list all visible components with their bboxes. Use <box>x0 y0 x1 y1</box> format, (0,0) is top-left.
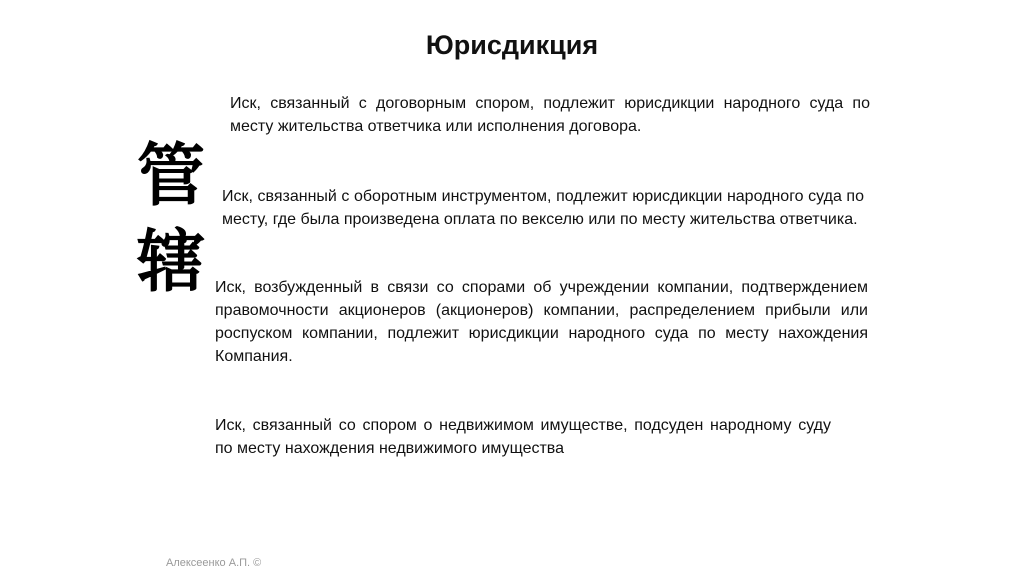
paragraph-company-disputes: Иск, возбужденный в связи со спорами об учреждении компании, подтверждением правомочности акционеров (акционеров) компании, распределением прибыли или роспуском компании, подлежит юрисдикции народного суда по месту нахождения Компания. <box>215 279 868 365</box>
hanzi-character-xia: 辖 <box>136 222 205 302</box>
hanzi-character-guan: 管 <box>136 136 205 216</box>
paragraph-negotiable-instrument: Иск, связанный с оборотным инструментом, подлежит юрисдикции народного суда по месту, где была произведена оплата по векселю или по месту жительства ответчика. <box>222 188 864 228</box>
slide-title: Юрисдикция <box>425 30 599 60</box>
paragraph-real-estate: Иск, связанный со спором о недвижимом имуществе, подсуден народному суду по месту нахождения недвижимого имущества <box>215 417 831 457</box>
paragraph-contract-dispute: Иск, связанный с договорным спором, подлежит юрисдикции народного суда по месту жительства ответчика или исполнения договора. <box>230 95 870 135</box>
footer-author: Алексеенко А.П. © <box>166 557 262 569</box>
